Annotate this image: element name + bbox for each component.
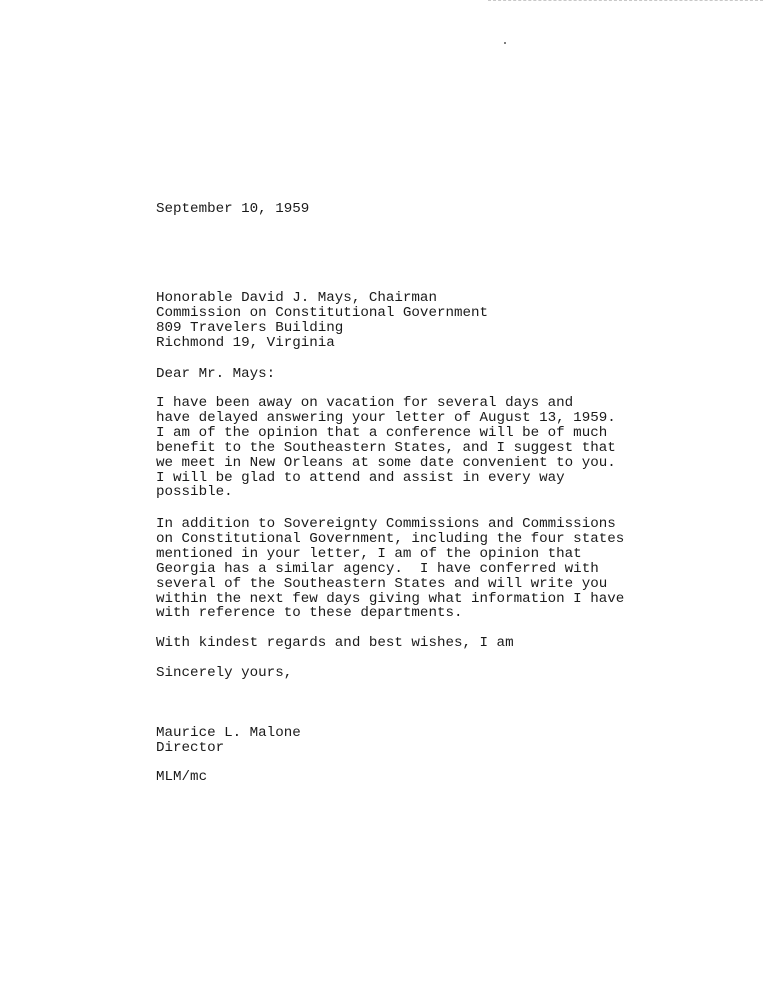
initials-line: MLM/mc	[156, 769, 208, 785]
address-line: Commission on Constitutional Government	[156, 304, 489, 321]
scan-speck	[504, 42, 506, 44]
salutation	[156, 367, 275, 382]
paragraph-line: mentioned in your letter, I am of the opinion that	[156, 545, 582, 562]
signer-name: Maurice L. Malone	[156, 725, 301, 741]
paragraph-2	[156, 517, 624, 621]
letter-date	[156, 202, 309, 217]
paragraph-line: Georgia has a similar agency. I have conferred with	[156, 560, 599, 577]
scan-edge-mark	[488, 0, 763, 1]
paragraph-line: have delayed answering your letter of August 13, 1959.	[156, 409, 616, 426]
paragraph-line: on Constitutional Government, including the four states	[156, 530, 625, 547]
paragraph-line: possible.	[156, 484, 233, 501]
paragraph-1	[156, 396, 616, 500]
paragraph-line: several of the Southeastern States and will write you	[156, 575, 608, 592]
signer-title: Director	[156, 739, 225, 756]
paragraph-line: we meet in New Orleans at some date convenient to you.	[156, 454, 616, 471]
paragraph-line: benefit to the Southeastern States, and I suggest that	[156, 439, 616, 456]
address-line: Richmond 19, Virginia	[156, 334, 335, 351]
paragraph-line: I will be glad to attend and assist in every way	[156, 469, 565, 486]
signature-block	[156, 726, 301, 756]
address-line: 809 Travelers Building	[156, 319, 344, 336]
recipient-address	[156, 291, 488, 351]
paragraph-line: with reference to these departments.	[156, 605, 463, 622]
paragraph-3	[156, 636, 514, 651]
paragraph-line: within the next few days giving what information I have	[156, 590, 625, 607]
date-line: September 10, 1959	[156, 201, 310, 217]
reference-initials	[156, 770, 207, 785]
salutation-line: Dear Mr. Mays:	[156, 366, 276, 382]
closing-line: Sincerely yours,	[156, 665, 293, 681]
paragraph-line: I have been away on vacation for several days and	[156, 395, 574, 411]
paragraph-line: In addition to Sovereignty Commissions and Commissions	[156, 516, 616, 532]
address-line: Honorable David J. Mays, Chairman	[156, 290, 437, 306]
paragraph-line: With kindest regards and best wishes, I am	[156, 635, 514, 651]
paragraph-line: I am of the opinion that a conference will be of much	[156, 424, 608, 441]
complimentary-close	[156, 666, 292, 681]
